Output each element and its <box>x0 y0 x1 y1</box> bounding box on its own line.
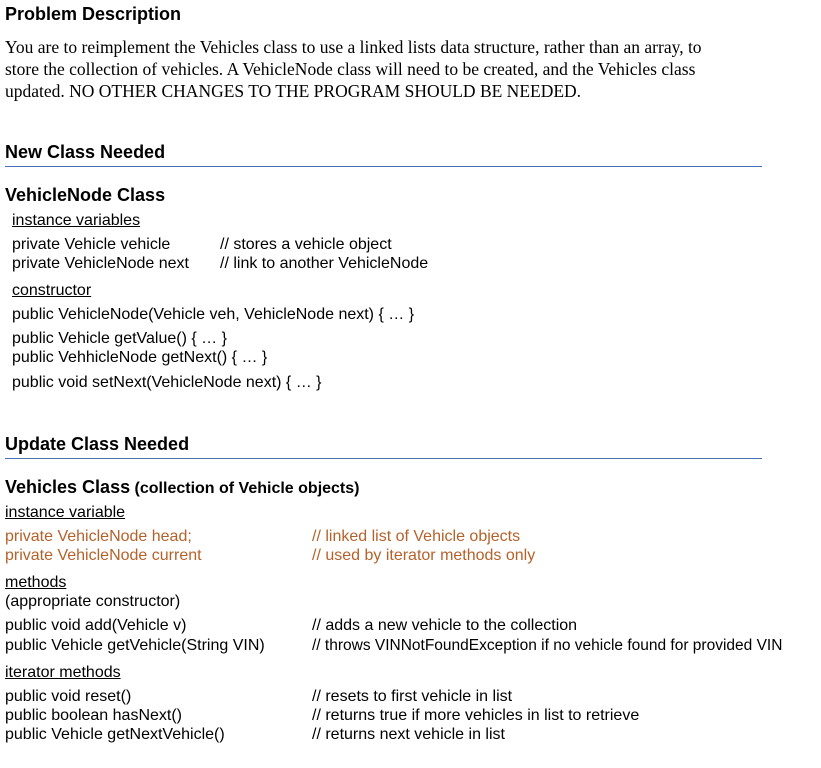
vehicles-method-getvehicle-code: public Vehicle getVehicle(String VIN) <box>5 637 265 654</box>
vehicles-iterator-label: iterator methods <box>5 664 121 681</box>
vehicles-class-title: Vehicles Class <box>5 477 131 497</box>
vehicles-field-2-code: private VehicleNode current <box>5 547 202 564</box>
new-class-divider <box>5 166 762 167</box>
vehiclenode-method-setnext: public void setNext(VehicleNode next) { … } <box>12 374 322 391</box>
vehiclenode-field-1-code: private Vehicle vehicle <box>12 236 171 253</box>
iterator-method-reset-code: public void reset() <box>5 688 132 705</box>
problem-line-1: You are to reimplement the Vehicles class to use a linked lists data structure, rather than an array, to <box>5 37 702 57</box>
new-class-heading: New Class Needed <box>5 142 166 162</box>
vehiclenode-field-1-comment: // stores a vehicle object <box>220 236 392 253</box>
iterator-method-getnextvehicle-code: public Vehicle getNextVehicle() <box>5 726 225 743</box>
vehicles-methods-label: methods <box>5 574 67 591</box>
vehicles-method-add-comment: // adds a new vehicle to the collection <box>312 617 578 634</box>
vehicles-field-1-comment: // linked list of Vehicle objects <box>312 528 521 545</box>
update-class-divider <box>5 458 762 459</box>
vehicles-method-add-code: public void add(Vehicle v) <box>5 617 187 634</box>
vehicles-method-getvehicle-comment: // throws VINNotFoundException if no vehicle found for provided VIN <box>312 637 783 654</box>
iterator-method-hasnext-comment: // returns true if more vehicles in list to retrieve <box>312 707 640 724</box>
vehicles-instance-label: instance variable <box>5 504 126 521</box>
vehiclenode-field-2-comment: // link to another VehicleNode <box>220 255 429 272</box>
vehicles-field-2-comment: // used by iterator methods only <box>312 547 536 564</box>
vehiclenode-method-getnext: public VehhicleNode getNext() { … } <box>12 349 268 366</box>
problem-line-2: store the collection of vehicles. A VehicleNode class will need to be created, and the Vehicles class <box>5 59 696 79</box>
vehiclenode-field-2-code: private VehicleNode next <box>12 255 189 272</box>
vehicles-constructor-note: (appropriate constructor) <box>5 593 181 610</box>
problem-line-3: updated. NO OTHER CHANGES TO THE PROGRAM SHOULD BE NEEDED. <box>5 81 582 101</box>
vehicles-class-header <box>5 477 359 498</box>
vehicles-class-subtitle: (collection of Vehicle objects) <box>134 480 360 497</box>
vehiclenode-class-title: VehicleNode Class <box>5 185 166 205</box>
problem-heading: Problem Description <box>5 4 182 24</box>
iterator-method-hasnext-code: public boolean hasNext() <box>5 707 182 724</box>
vehiclenode-method-constructor: public VehicleNode(Vehicle veh, VehicleNode next) { … } <box>12 306 415 323</box>
iterator-method-getnextvehicle-comment: // returns next vehicle in list <box>312 726 505 743</box>
vehiclenode-method-getvalue: public Vehicle getValue() { … } <box>12 330 227 347</box>
vehiclenode-constructor-label: constructor <box>12 282 92 299</box>
update-class-heading: Update Class Needed <box>5 434 190 454</box>
vehiclenode-instance-label: instance variables <box>12 212 141 229</box>
iterator-method-reset-comment: // resets to first vehicle in list <box>312 688 513 705</box>
vehicles-field-1-code: private VehicleNode head; <box>5 528 192 545</box>
